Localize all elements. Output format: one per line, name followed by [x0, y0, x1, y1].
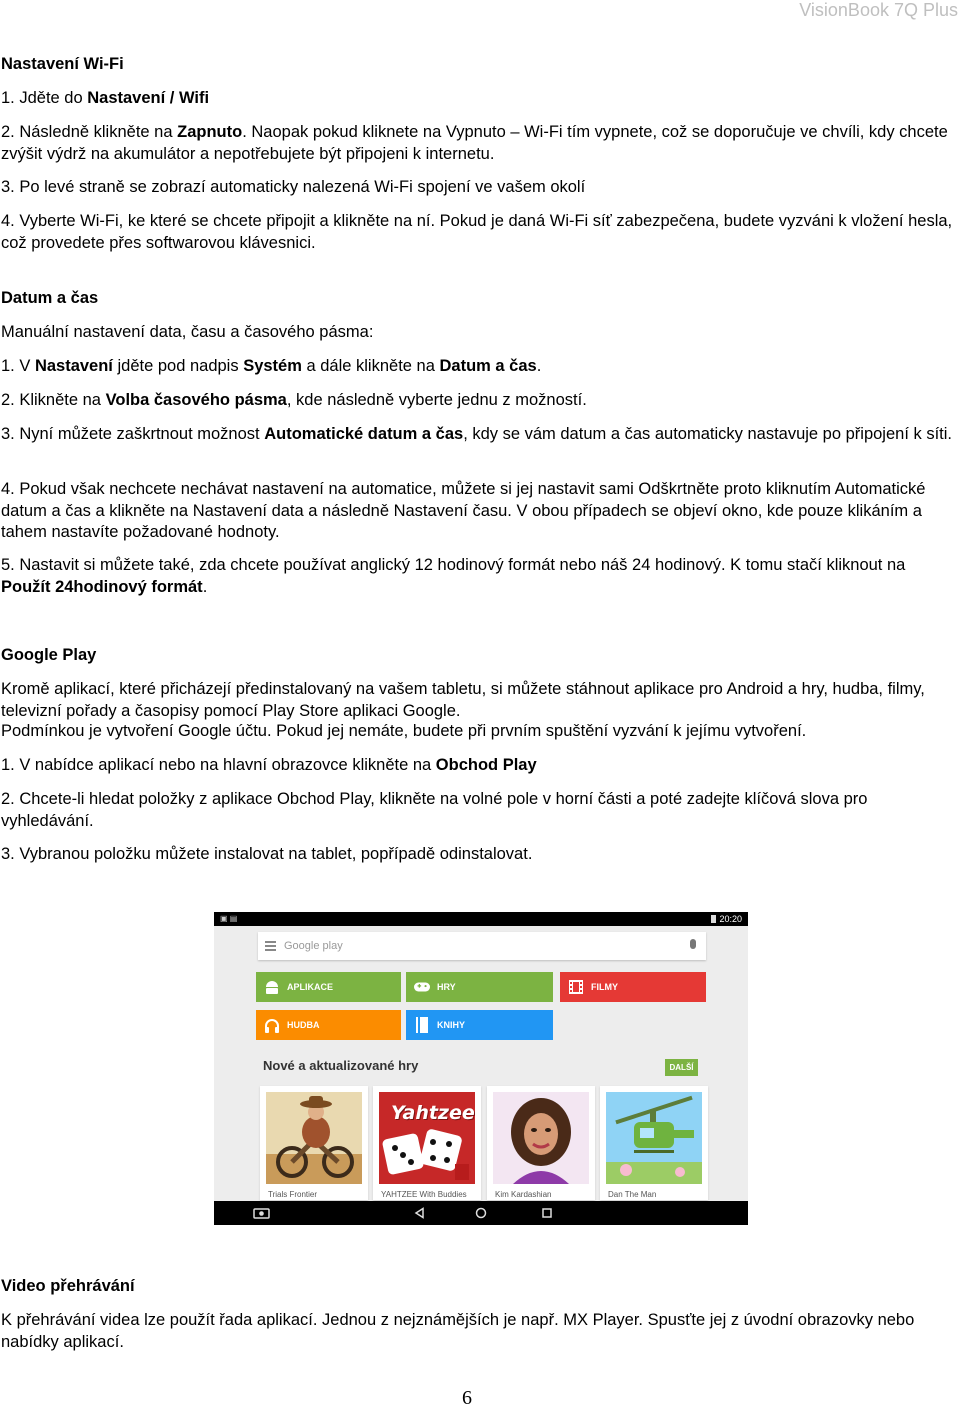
game-card-title: Dan The Man — [608, 1190, 657, 1199]
more-button[interactable]: DALŠÍ — [665, 1059, 698, 1076]
game-art-cowboy-bike — [266, 1092, 362, 1184]
section-title-wifi: Nastavení Wi-Fi — [1, 55, 124, 73]
menu-icon[interactable] — [265, 941, 276, 953]
datetime-step-5: 5. Nastavit si můžete také, zda chcete používat anglický 12 hodinový formát nebo náš 24 hodinový. K tomu stačí kliknout na Použít 24hodinový formát. — [1, 556, 906, 596]
game-card[interactable] — [373, 1086, 481, 1200]
tile-movies[interactable] — [560, 972, 706, 1002]
headphones-icon — [264, 1017, 280, 1033]
game-card-title: YAHTZEE With Buddies — [381, 1190, 467, 1199]
back-button-icon[interactable] — [416, 1209, 423, 1218]
datetime-step-4: 4. Pokud však nechcete nechávat nastavení na automatice, můžete si jej nastavit sami Odškrtněte proto kliknutím Automatické datum a čas a klikněte na Nastavení data a následně Nastavení času. V obou případech se objeví okno, kde pouze klikáním a tahem nastavíte požadované hodnoty. — [1, 480, 926, 541]
home-icon[interactable] — [477, 1209, 486, 1218]
android-nav-bar — [214, 1201, 748, 1225]
notification-icons: ▣ ▤ — [220, 914, 238, 923]
game-card-title: Trials Frontier — [268, 1190, 318, 1199]
tile-apps[interactable] — [256, 972, 401, 1002]
google-play-account-note: Podmínkou je vytvoření Google účtu. Pokud jej nemáte, budete při prvním spuštění vyzvání k jejímu vytvoření. — [1, 722, 807, 740]
section-title-datetime: Datum a čas — [1, 289, 99, 307]
document-header-brand: VisionBook 7Q Plus — [799, 0, 958, 20]
microphone-icon[interactable] — [690, 939, 696, 949]
datetime-intro: Manuální nastavení data, času a časového pásma: — [1, 323, 374, 341]
tile-apps-label: APLIKACE — [287, 982, 334, 992]
wifi-step-3: 3. Po levé straně se zobrazí automaticky nalezená Wi-Fi spojení ve vašem okolí — [1, 178, 586, 196]
battery-icon — [711, 915, 716, 923]
game-card[interactable] — [260, 1086, 368, 1200]
games-section-title: Nové a aktualizované hry — [263, 1058, 419, 1073]
film-icon — [568, 979, 584, 995]
tile-movies-label: FILMY — [591, 982, 618, 992]
tile-music-label: HUDBA — [287, 1020, 320, 1030]
tile-games-label: HRY — [437, 982, 456, 992]
game-card[interactable] — [487, 1086, 595, 1200]
gamepad-icon — [414, 979, 430, 995]
recent-apps-icon[interactable] — [543, 1209, 551, 1217]
game-art-yahtzee — [379, 1092, 475, 1184]
game-card[interactable] — [600, 1086, 708, 1200]
book-icon — [414, 1017, 430, 1033]
game-card-title: Kim Kardashian — [495, 1190, 552, 1199]
search-placeholder: Google play — [284, 940, 343, 952]
google-play-step-1: 1. V nabídce aplikací nebo na hlavní obrazovce klikněte na Obchod Play — [1, 756, 537, 774]
datetime-step-1: 1. V Nastavení jděte pod nadpis Systém a dále klikněte na Datum a čas. — [1, 357, 542, 375]
video-text: K přehrávání videa lze použít řada aplikací. Jednou z nejznámějších je např. MX Player. Spusťte jej z úvodní obrazovky nebo nabídky aplikací. — [1, 1311, 915, 1351]
tile-books[interactable] — [406, 1010, 553, 1040]
game-art-helicopter — [606, 1092, 702, 1184]
status-time: 20:20 — [719, 914, 742, 924]
game-art-celebrity — [493, 1092, 589, 1184]
play-search-bar[interactable] — [258, 932, 706, 960]
tile-music[interactable] — [256, 1010, 401, 1040]
tile-books-label: KNIHY — [437, 1020, 466, 1030]
status-bar — [214, 912, 748, 926]
wifi-step-1: 1. Jděte do Nastavení / Wifi — [1, 89, 210, 107]
datetime-step-3: 3. Nyní můžete zaškrtnout možnost Automatické datum a čas, kdy se vám datum a čas automaticky nastavuje po připojení k síti. — [1, 425, 952, 443]
wifi-step-2: 2. Následně klikněte na Zapnuto. Naopak pokud kliknete na Vypnuto – Wi-Fi tím vypnete, což se doporučuje ve chvíli, kdy chcete zvýšit výdrž na akumulátor a nepotřebujete být připojeni k internetu. — [1, 123, 948, 163]
android-icon — [264, 979, 280, 995]
google-play-intro: Kromě aplikací, které přicházejí předinstalovaný na vašem tabletu, si můžete stáhnout aplikace pro Android a hry, hudba, filmy, televizní pořady a časopisy pomocí Play Store aplikaci Google. — [1, 680, 925, 720]
tile-games[interactable] — [406, 972, 553, 1002]
section-title-google-play: Google Play — [1, 646, 97, 664]
google-play-screenshot — [214, 912, 748, 1225]
google-play-step-3: 3. Vybranou položku můžete instalovat na tablet, popřípadě odinstalovat. — [1, 845, 533, 863]
wifi-step-4: 4. Vyberte Wi-Fi, ke které se chcete připojit a klikněte na ní. Pokud je daná Wi-Fi síť zabezpečena, budete vyzváni k vložení hesla, což provedete přes softwarovou klávesnici. — [1, 212, 953, 252]
screenshot-icon[interactable] — [254, 1209, 269, 1218]
section-title-video: Video přehrávání — [1, 1277, 135, 1295]
google-play-step-2: 2. Chcete-li hledat položky z aplikace Obchod Play, klikněte na volné pole v horní části a poté zadejte klíčová slova pro vyhledávání. — [1, 790, 868, 830]
datetime-step-2: 2. Klikněte na Volba časového pásma, kde následně vyberte jednu z možností. — [1, 391, 587, 409]
page-number: 6 — [462, 1387, 472, 1409]
yahtzee-logo: Yahtzee — [391, 1102, 475, 1124]
